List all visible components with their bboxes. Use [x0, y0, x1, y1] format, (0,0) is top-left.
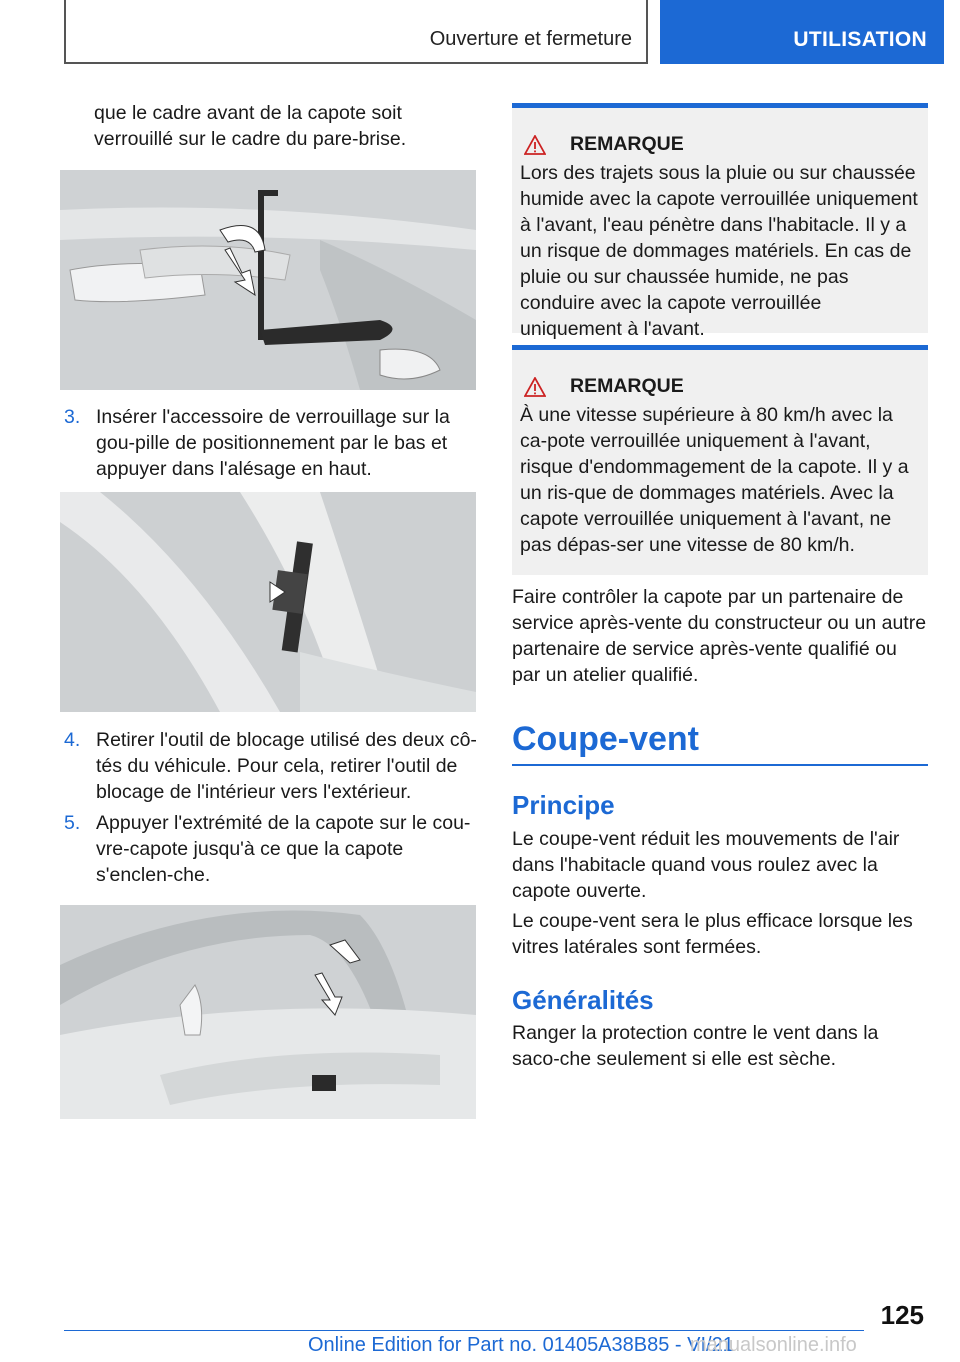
- service-text: Faire contrôler la capote par un partenaire de service après-vente du constructeur ou un autre partenaire de service après-vente qualifié ou par un atelier qualifié.: [512, 586, 927, 686]
- note-title: REMARQUE: [570, 375, 684, 397]
- step-number: 3.: [64, 406, 81, 428]
- principe-paragraph-2: Le coupe-vent sera le plus efficace lorsque les vitres latérales sont fermées.: [512, 910, 913, 958]
- step-4: [64, 727, 484, 807]
- header-section-title: Ouverture et fermeture: [429, 28, 632, 50]
- note-title: REMARQUE: [570, 133, 684, 155]
- step-number: 4.: [64, 729, 81, 751]
- principe-paragraph-1: Le coupe-vent réduit les mouvements de l'air dans l'habitacle quand vous roulez avec la capote ouverte.: [512, 828, 900, 902]
- step-3: [64, 404, 484, 484]
- intro-text: que le cadre avant de la capote soit verrouillé sur le cadre du pare-brise.: [94, 102, 407, 150]
- subsection-title-generalites: Généralités: [512, 985, 654, 1015]
- header-section-box: [64, 0, 648, 64]
- figure-locking-tool-illustration: [60, 170, 476, 390]
- figure-pin-illustration: [60, 492, 476, 712]
- page-number: 125: [880, 1300, 924, 1330]
- step-text: Retirer l'outil de blocage utilisé des deux cô-tés du véhicule. Pour cela, retirer l'outil de blocage de l'intérieur vers l'extérieur.: [96, 729, 477, 803]
- step-number: 5.: [64, 812, 81, 834]
- section-divider: [512, 764, 928, 766]
- step-text: Insérer l'accessoire de verrouillage sur la gou-pille de positionnement par le bas et appuyer dans l'alésage en haut.: [96, 406, 450, 480]
- footer-divider: [64, 1330, 864, 1331]
- step-text: Appuyer l'extrémité de la capote sur le cou-vre-capote jusqu'à ce que la capote s'enclen-che.: [96, 812, 471, 886]
- note-header: [524, 133, 684, 156]
- watermark-text: manualsonline.info: [690, 1334, 857, 1356]
- header-tab: [660, 0, 944, 64]
- figure-roof-cover-illustration: [60, 905, 476, 1119]
- warning-icon: [524, 135, 546, 155]
- step-5: [64, 810, 484, 890]
- note-box-1: [512, 103, 928, 340]
- note-text: À une vitesse supérieure à 80 km/h avec la ca-pote verrouillée uniquement à l'avant, risque d'endommagement de la capote. Il y a un ris-que de dommages matériels. Avec la capote verrouillée uniquement à l'avant, ne pas dépas-ser une vitesse de 80 km/h.: [520, 404, 909, 556]
- note-text: Lors des trajets sous la pluie ou sur chaussée humide avec la capote verrouillée uniquement à l'avant, l'eau pénètre dans l'habitacle. Il y a un risque de dommages matériels. En cas de pluie ou sur chaussée humide, ne pas conduire avec la capote verrouillée uniquement à l'avant.: [520, 162, 918, 340]
- section-title: Coupe-vent: [512, 720, 699, 758]
- generalites-paragraph: Ranger la protection contre le vent dans la saco-che seulement si elle est sèche.: [512, 1022, 879, 1070]
- header-tab-label: UTILISATION: [793, 28, 927, 51]
- subsection-title-principe: Principe: [512, 790, 615, 820]
- edition-text: Online Edition for Part no. 01405A38B85 - VI/21: [308, 1334, 734, 1356]
- warning-icon: [524, 377, 546, 397]
- note-box-2: [512, 345, 928, 575]
- note-header: [524, 375, 684, 398]
